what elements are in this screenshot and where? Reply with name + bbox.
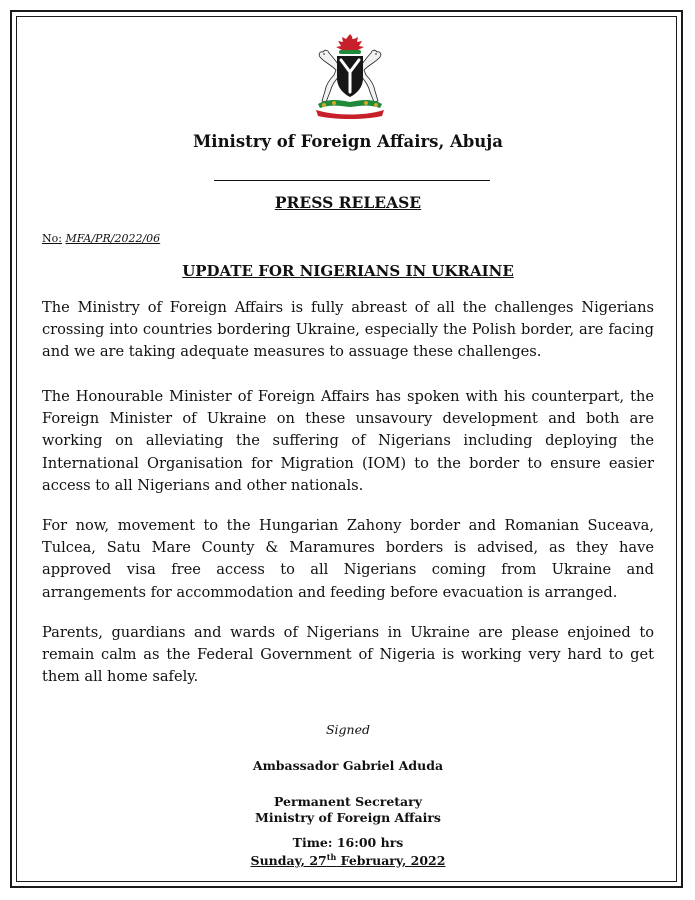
paragraph: Parents, guardians and wards of Nigerians in Ukraine are please enjoined to remain calm as the Federal Government of Nigeria is working very hard to get them all home safely.: [42, 624, 654, 686]
paragraph: The Honourable Minister of Foreign Affairs has spoken with his counterpart, the Foreign Minister of Ukraine on these unsavoury development and both are working on alleviating the suffering of Nigerians including deploying the International Organisation for Migration (IOM) to the border to ensure easier access to all Nigerians and other nationals.: [42, 388, 654, 494]
reference-label: No:: [42, 232, 62, 245]
signatory-title: Permanent Secretary: [273, 794, 423, 809]
eagle-icon: [336, 34, 364, 50]
motto-ribbon-icon: [316, 110, 384, 119]
heading-divider: [214, 180, 490, 181]
signed-label: Signed: [325, 722, 370, 737]
release-headline: UPDATE FOR NIGERIANS IN UKRAINE: [182, 262, 514, 280]
right-horse-icon: [361, 50, 381, 102]
reference-value: MFA/PR/2022/06: [65, 232, 161, 245]
wreath-icon: [339, 50, 361, 54]
date-ordinal: th: [326, 852, 337, 862]
paragraph: The Ministry of Foreign Affairs is fully abreast of all the challenges Nigerians crossing into countries bordering Ukraine, especially the Polish border, are facing and we are taking adequate measures to assuage these challenges.: [42, 299, 654, 361]
date-suffix: February, 2022: [336, 853, 446, 869]
reference-number: [42, 232, 160, 245]
press-release-title: PRESS RELEASE: [274, 193, 422, 212]
ministry-heading: Ministry of Foreign Affairs, Abuja: [193, 132, 503, 151]
signatory-name: Ambassador Gabriel Aduda: [252, 758, 444, 773]
paragraph: For now, movement to the Hungarian Zahony border and Romanian Suceava, Tulcea, Satu Mare County & Maramures borders is advised, as they have approved visa free access to all Nigerians coming from Ukraine and arrangements for accommodation and feeding before evacuation is arranged.: [42, 517, 654, 601]
nigerian-coat-of-arms-icon: [306, 30, 394, 120]
release-date: [42, 852, 654, 868]
signatory-ministry: Ministry of Foreign Affairs: [255, 810, 441, 825]
shield-icon: [337, 56, 363, 97]
release-time: Time: 16:00 hrs: [292, 835, 404, 850]
left-horse-icon: [319, 50, 339, 102]
date-prefix: Sunday, 27: [250, 853, 327, 869]
flower-base-icon: [318, 100, 382, 108]
